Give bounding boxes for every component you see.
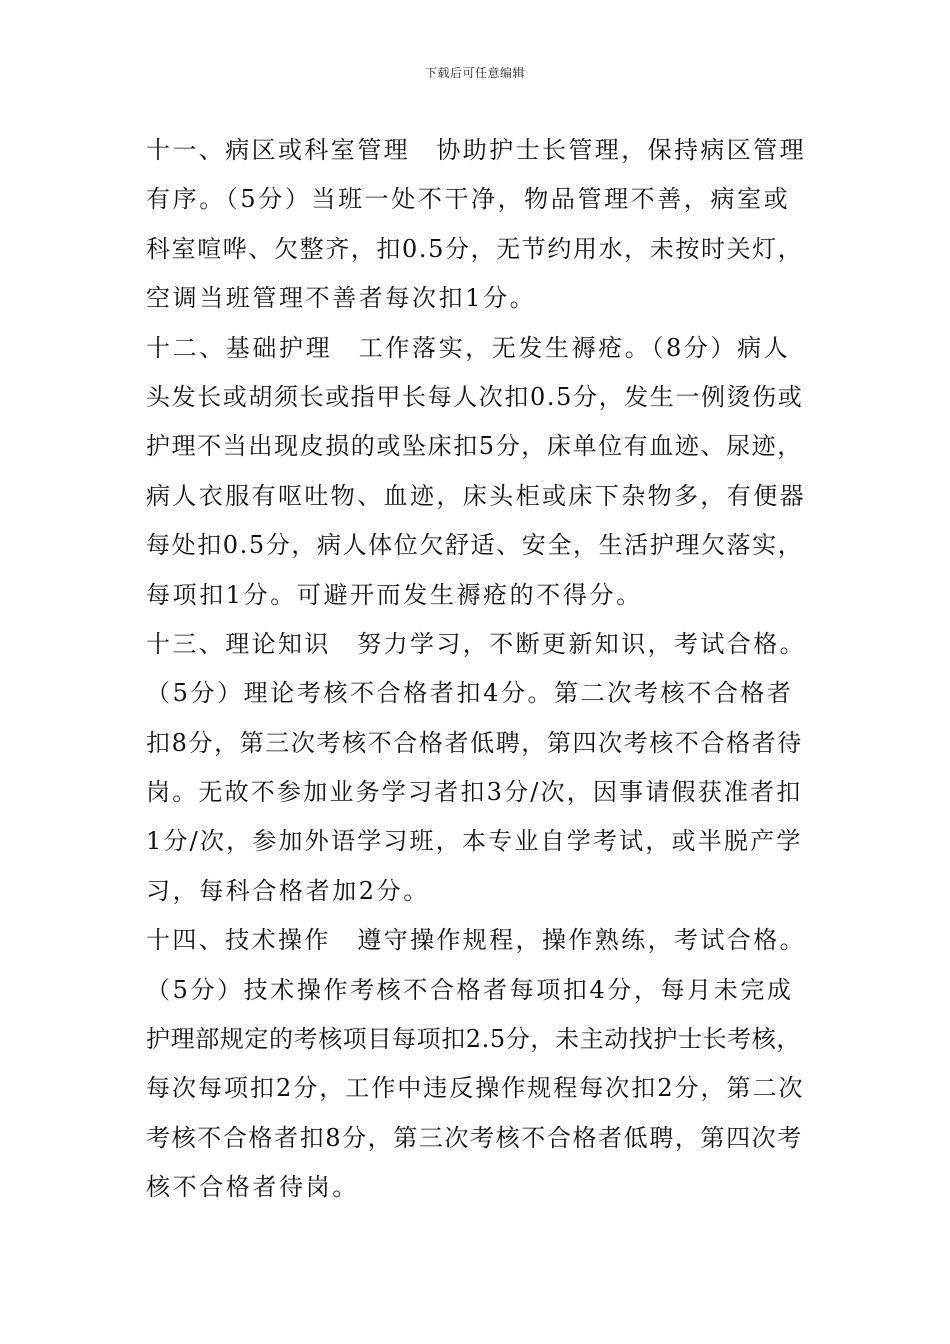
text-line: 空调当班管理不善者每次扣1分。 <box>146 284 537 313</box>
text-line: 护理不当出现皮损的或坠床扣5分，床单位有血迹、尿迹， <box>146 432 803 461</box>
text-line: 每项扣1分。可避开而发生褥疮的不得分。 <box>146 580 643 609</box>
text-line: 每处扣0.5分，病人体位欠舒适、安全，生活护理欠落实， <box>146 531 804 560</box>
text-line: （5分）技术操作考核不合格者每项扣4分，每月未完成 <box>146 975 794 1004</box>
text-line: 每次每项扣2分，工作中违反操作规程每次扣2分，第二次 <box>146 1074 805 1103</box>
document-body <box>146 126 806 1213</box>
text-line: 扣8分，第三次考核不合格者低聘，第四次考核不合格者待 <box>146 728 803 757</box>
text-line: 有序。（5分）当班一处不干净，物品管理不善，病室或 <box>146 185 791 214</box>
text-line: 考核不合格者扣8分，第三次考核不合格者低聘，第四次考 <box>146 1123 803 1152</box>
text-line: 病人衣服有呕吐物、血迹，床头柜或床下杂物多，有便器 <box>146 481 806 510</box>
text-line: 头发长或胡须长或指甲长每人次扣0.5分，发生一例烫伤或 <box>146 382 804 411</box>
text-line: 科室喧哗、欠整齐，扣0.5分，无节约用水，未按时关灯， <box>146 234 804 263</box>
text-line: 岗。无故不参加业务学习者扣3分/次，因事请假获准者扣 <box>146 778 803 807</box>
text-line: 1分/次，参加外语学习班，本专业自学考试，或半脱产学 <box>146 827 803 856</box>
text-line: 十一、病区或科室管理 协助护士长管理，保持病区管理 <box>146 136 806 164</box>
text-line: 十三、理论知识 努力学习，不断更新知识，考试合格。 <box>146 629 806 658</box>
text-line: 护理部规定的考核项目每项扣2.5分，未主动找护士长考核， <box>146 1025 801 1054</box>
text-line: （5分）理论考核不合格者扣4分。第二次考核不合格者 <box>146 679 794 708</box>
text-line: 十二、基础护理 工作落实，无发生褥疮。（8分）病人 <box>146 333 791 362</box>
text-line: 习，每科合格者加2分。 <box>146 876 430 905</box>
text-line: 十四、技术操作 遵守操作规程，操作熟练，考试合格。 <box>146 926 806 955</box>
download-note: 下载后可任意编辑 <box>424 66 525 80</box>
text-line: 核不合格者待岗。 <box>146 1173 359 1202</box>
